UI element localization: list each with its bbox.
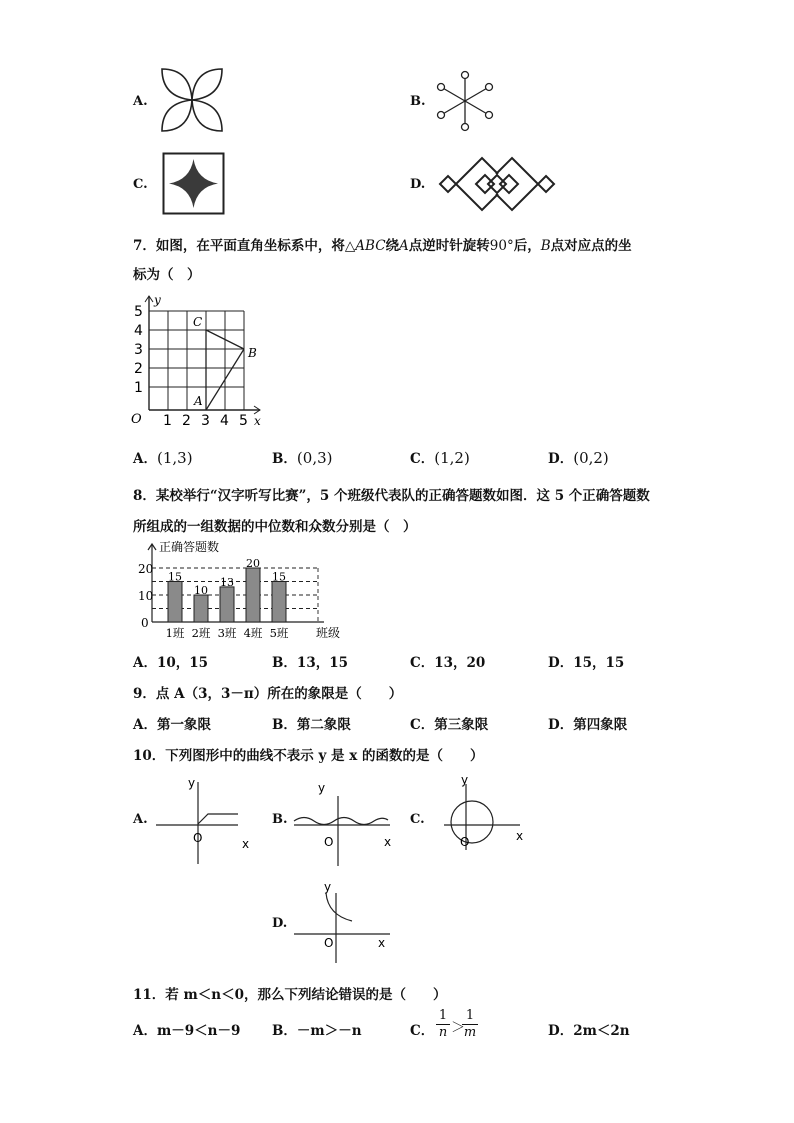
x-tick-3: 3: [201, 413, 210, 429]
category-label-1: 1班: [165, 626, 185, 640]
q7-option-a[interactable]: [133, 447, 193, 467]
q11-option-a[interactable]: [133, 1019, 240, 1039]
q9-option-d[interactable]: [548, 713, 627, 733]
x-tick-5: 5: [239, 413, 248, 429]
q10-option-b-label: B.: [272, 812, 288, 827]
q11-option-b-label: B．: [272, 1023, 297, 1039]
answer-count-bar-chart: [128, 538, 358, 646]
q6-option-c-label: C.: [133, 177, 148, 192]
four-petal-flower-figure: [160, 67, 224, 133]
y-tick-3: 3: [134, 342, 143, 358]
bar-label-1: 15: [168, 570, 182, 584]
q11-option-c[interactable]: [410, 1019, 434, 1039]
bar-2: [194, 595, 208, 622]
q8-option-a-label: A．: [133, 655, 157, 671]
category-label-3: 3班: [217, 626, 237, 640]
q7-option-c-label: C．: [410, 451, 435, 467]
q8-option-d-value: 15，15: [573, 655, 625, 671]
q7-option-a-value: (1,3): [156, 449, 193, 467]
x-tick-2: 2: [182, 413, 191, 429]
y-tick-2: 2: [134, 361, 143, 377]
q11-question: 11．若 m＜n＜0，那么下列结论错误的是（ ）: [133, 987, 447, 1003]
q11-option-a-label: A．: [133, 1023, 157, 1039]
q10-option-a-label: A.: [133, 812, 148, 827]
q8-question-line2: 所组成的一组数据的中位数和众数分别是（ ）: [133, 519, 417, 535]
q10a-y-label: y: [188, 776, 196, 790]
q11-greater-sign: ＞: [451, 1020, 465, 1036]
q9-option-d-value: 第四象限: [573, 717, 628, 733]
q10c-y-label: y: [461, 773, 469, 787]
fraction-1-denominator: n: [436, 1024, 450, 1040]
q7-number: 7．: [133, 238, 156, 254]
bar-1: [168, 582, 182, 623]
q7-text-d: 后，: [513, 238, 541, 254]
q6-option-b-label: B.: [410, 94, 426, 109]
chart-y-label: 正确答题数: [159, 540, 220, 554]
six-spoke-star-figure: [434, 70, 496, 132]
q10d-y-label: y: [324, 880, 332, 894]
q8-option-b-value: 13，15: [296, 655, 348, 671]
q8-option-a-value: 10，15: [156, 655, 209, 671]
point-a: A: [399, 238, 409, 254]
bar-label-5: 15: [272, 570, 286, 584]
q7-text-c: 点逆时针旋转: [408, 238, 490, 254]
origin-label: O: [131, 412, 142, 427]
q11-fraction-1: [436, 1008, 450, 1040]
q7-option-c-value: (1,2): [434, 449, 470, 467]
q9-option-c-label: C．: [410, 717, 435, 733]
q9-option-d-label: D．: [548, 717, 574, 733]
category-label-4: 4班: [243, 626, 263, 640]
q6-option-d-label: D.: [410, 177, 426, 192]
q7-option-d[interactable]: [548, 447, 609, 467]
q9-option-a-value: 第一象限: [156, 717, 211, 733]
q8-option-a[interactable]: [133, 651, 208, 671]
q9-option-a[interactable]: [133, 713, 211, 733]
fraction-1-numerator: 1: [438, 1008, 448, 1023]
q7-text-e: 点对应点的坐: [550, 238, 632, 254]
q9-option-b-label: B．: [272, 717, 297, 733]
coordinate-grid-graph: [128, 292, 268, 432]
angle-90: 90°: [489, 238, 514, 254]
graph-point-a: A: [194, 394, 203, 408]
q8-option-d[interactable]: [548, 651, 624, 671]
q11-option-b-value: －m＞－n: [296, 1023, 362, 1039]
fraction-2-numerator: 1: [465, 1008, 475, 1023]
q11-option-d[interactable]: [548, 1019, 630, 1039]
q10b-x-label: x: [384, 835, 392, 849]
fraction-2-denominator: m: [463, 1025, 477, 1040]
x-axis-label: x: [254, 414, 261, 428]
q10c-origin: O: [460, 835, 470, 849]
graph-point-c: C: [193, 315, 203, 329]
y-axis-label: y: [154, 293, 161, 307]
q10-graph-b: [290, 778, 400, 868]
q7-option-b[interactable]: [272, 447, 332, 467]
chart-y-tick-20: 20: [138, 562, 154, 576]
chart-y-tick-0: 0: [141, 616, 149, 630]
q7-option-b-value: (0,3): [296, 449, 333, 467]
q7-option-a-label: A．: [133, 451, 157, 467]
q8-option-d-label: D．: [548, 655, 574, 671]
q7-question-line1: [133, 234, 632, 254]
interlocking-diamonds-figure: [438, 155, 558, 213]
q7-option-d-value: (0,2): [573, 449, 609, 467]
q10d-x-label: x: [378, 936, 386, 950]
category-label-5: 5班: [269, 626, 289, 640]
q8-option-c[interactable]: [410, 651, 485, 671]
y-tick-5: 5: [134, 304, 143, 320]
q10a-origin: O: [193, 831, 203, 845]
q11-option-d-label: D．: [548, 1023, 574, 1039]
q10a-x-label: x: [242, 837, 250, 851]
q10-option-c-label: C.: [410, 812, 425, 827]
triangle-abc: △ABC: [344, 238, 386, 254]
q8-question-line1: 8．某校举行“汉字听写比赛”，5 个班级代表队的正确答题数如图．这 5 个正确答题数: [133, 488, 650, 504]
bar-label-2: 10: [194, 584, 208, 597]
point-b: B: [540, 238, 551, 254]
q11-option-a-value: m－9＜n－9: [156, 1023, 241, 1039]
q11-option-b[interactable]: [272, 1019, 362, 1039]
category-label-2: 2班: [191, 626, 211, 640]
bar-3: [220, 587, 234, 622]
q11-option-c-label: C．: [410, 1023, 435, 1039]
q10-option-d-label: D.: [272, 916, 288, 931]
q11-option-d-value: 2m＜2n: [573, 1023, 630, 1039]
chart-x-label: 班级: [316, 626, 341, 640]
y-tick-4: 4: [134, 323, 143, 339]
q7-option-d-label: D．: [548, 451, 574, 467]
q11-fraction-2: [462, 1008, 478, 1040]
q7-text-b: 绕: [385, 238, 400, 254]
bar-4: [246, 568, 260, 622]
q10-graph-a: [150, 772, 260, 852]
q8-option-b[interactable]: [272, 651, 348, 671]
q9-option-c-value: 第三象限: [434, 717, 489, 733]
q10b-origin: O: [324, 835, 334, 849]
y-tick-1: 1: [134, 380, 143, 396]
q10d-origin: O: [324, 936, 334, 950]
q8-option-c-value: 13，20: [434, 655, 486, 671]
q8-option-c-label: C．: [410, 655, 435, 671]
q9-option-b-value: 第二象限: [296, 717, 351, 733]
q9-question: 9．点 A（3，3－π）所在的象限是（ ）: [133, 686, 403, 702]
chart-y-tick-10: 10: [138, 589, 154, 603]
bar-label-3: 13: [220, 575, 234, 589]
q10-question: 10．下列图形中的曲线不表示 y 是 x 的函数的是（ ）: [133, 748, 484, 764]
square-with-star-figure: [162, 152, 225, 215]
q10-graph-d: [290, 875, 400, 967]
q7-question-line2: 标为（ ）: [133, 267, 201, 283]
q7-option-b-label: B．: [272, 451, 297, 467]
q6-option-a-label: A.: [133, 94, 148, 109]
q10b-y-label: y: [318, 781, 326, 795]
q7-option-c[interactable]: [410, 447, 470, 467]
q10c-x-label: x: [516, 829, 524, 843]
q9-option-b[interactable]: [272, 713, 351, 733]
graph-point-b: B: [248, 346, 257, 360]
q7-text-a: 如图，在平面直角坐标系中，将: [155, 238, 345, 254]
q9-option-c[interactable]: [410, 713, 488, 733]
x-tick-4: 4: [220, 413, 229, 429]
q8-option-b-label: B．: [272, 655, 297, 671]
q10-graph-c: [440, 772, 540, 852]
q9-option-a-label: A．: [133, 717, 157, 733]
x-tick-1: 1: [163, 413, 172, 429]
bar-label-4: 20: [246, 557, 260, 570]
bar-5: [272, 582, 286, 623]
